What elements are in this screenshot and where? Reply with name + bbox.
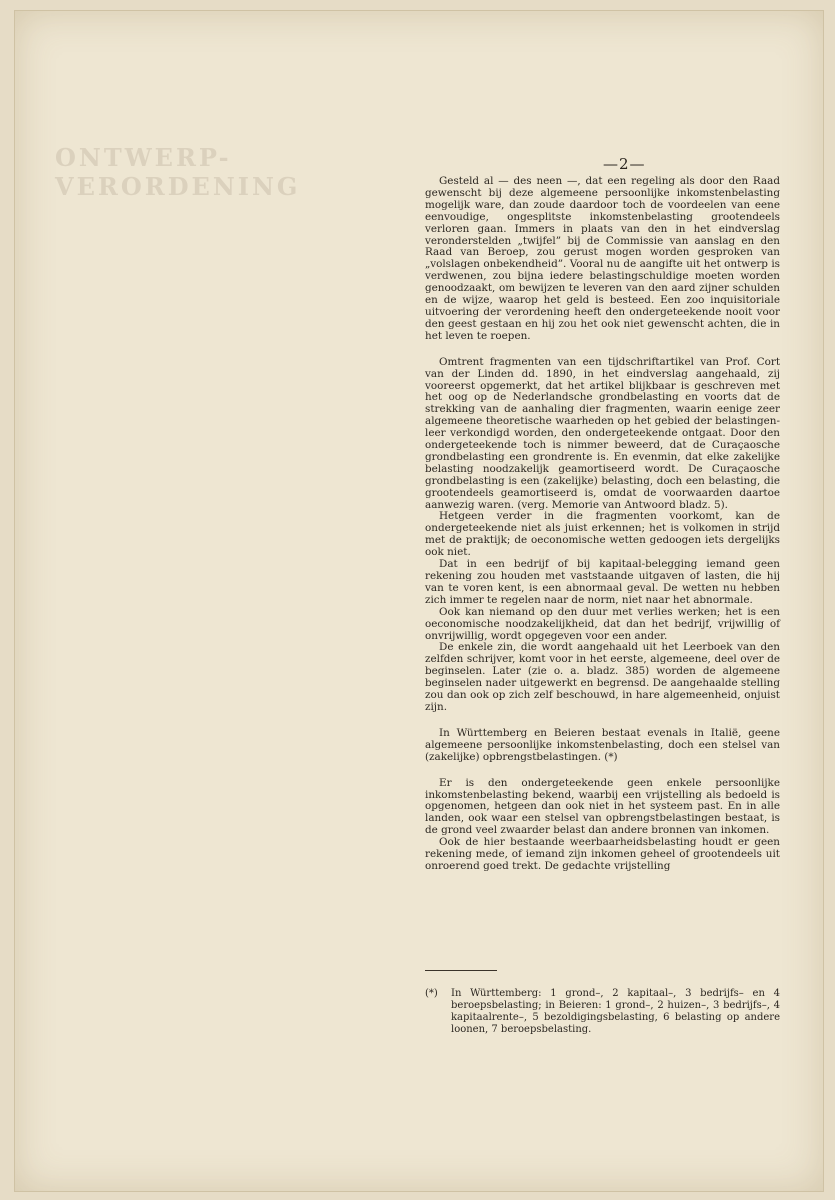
- paragraph: Ook de hier bestaande weerbaarheidsbelasting houdt er geen rekening mede, of iemand zijn inkomen geheel of grootendeels uit onroerend goed trekt. De gedachte vrijstelling: [425, 836, 780, 872]
- paragraph: Omtrent fragmenten van een tijdschriftartikel van Prof. Cort van der Linden dd. 1890, in het eindverslag aangehaald, zij vooreerst opgemerkt, dat het artikel blijkbaar is geschreven met het oog op de Nederlandsche grondbelasting en voorts dat de strekking van de aanhaling dier fragmenten, waarin eenige zeer algemeene theoretische waarheden op het gebied der belastingen-leer verkondigd worden, den ondergeteekende ontgaat. Door den ondergeteekende toch is nimmer beweerd, dat de Curaçaosche grondbelasting een grondrente is. En evenmin, dat elke zakelijke belasting noodzakelijk geamortiseerd wordt. De Curaçaosche grondbelasting is een (zakelijke) belasting, doch een belasting, die grootendeels geamortiseerd is, omdat de voorwaarden daartoe aanwezig waren. (verg. Memorie van Antwoord bladz. 5).: [425, 355, 780, 511]
- footnote-text: In Württemberg: 1 grond–, 2 kapitaal–, 3 bedrijfs– en 4 beroepsbelasting; in Beieren: 1 grond–, 2 huizen–, 3 bedrijfs–, 4 kapitaalrente–, 5 bezoldigingsbelasting, 6 belasting op andere loonen, 7 beroepsbelasting.: [451, 988, 780, 1035]
- footnote-mark: (*): [425, 988, 438, 999]
- footnote-divider: [425, 970, 497, 971]
- paragraph: Er is den ondergeteekende geen enkele persoonlijke inkomstenbelasting bekend, waarbij een vrijstelling als bedoeld is opgenomen, hetgeen dan ook niet in het systeem past. En in alle landen, ook waar een stelsel van opbrengstbelastingen bestaat, is de grond veel zwaarder belast dan andere bronnen van inkomen.: [425, 776, 780, 837]
- paragraph: Hetgeen verder in die fragmenten voorkomt, kan de ondergeteekende niet als juist erkennen; het is volkomen in strijd met de praktijk; de oeconomische wetten gedoogen iets dergelijks ook niet.: [425, 510, 780, 559]
- paragraph: De enkele zin, die wordt aangehaald uit het Leerboek van den zelfden schrijver, komt voor in het eerste, algemeene, deel over de beginselen. Later (zie o. a. bladz. 385) worden de algemeene beginselen nader uitgewerkt en begrensd. De aangehaalde stelling zou dan ook op zich zelf beschouwd, in hare algemeenheid, onjuist zijn.: [425, 641, 780, 713]
- paragraph: Ook kan niemand op den duur met verlies werken; het is een oeconomische noodzakelijkheid, dat dan het bedrijf, vrijwillig of onvrijwillig, wordt opgegeven voor een ander.: [425, 605, 780, 642]
- body-text-column: [425, 176, 780, 873]
- paragraph: Dat in een bedrijf of bij kapitaal-belegging iemand geen rekening zou houden met vaststaande uitgaven of lasten, die hij van te voren kent, is een abnormaal geval. De wetten nu hebben zich immer te regelen naar de norm, niet naar het abnormale.: [425, 558, 780, 606]
- page-number: —2—: [603, 155, 646, 173]
- paragraph: Gesteld al — des neen —, dat een regeling als door den Raad gewenscht bij deze algemeene persoonlijke inkomstenbelasting mogelijk ware, dan zoude daardoor toch de voordeelen van eene eenvoudige, ongesplitste inkomstenbelasting grootendeels verloren gaan. Immers in plaats van den in het eindverslag veronderstelden „twijfel” bij de Commissie van aanslag en den Raad van Beroep, zou gerust mogen worden gesproken van „volslagen onbekendheid”. Vooral nu de aangifte uit het ontwerp is verdwenen, zou bijna iedere belastingschuldige moeten worden genoodzaakt, om bewijzen te leveren van den aard zijner schulden en de wijze, waarop het geld is besteed. Een zoo inquisitoriale uitvoering der verordening heeft den ondergeteekende nooit voor den geest gestaan en hij zou het ook niet gewenscht achten, die in het leven te roepen.: [425, 175, 780, 342]
- footnote: [425, 988, 780, 1036]
- paragraph: In Württemberg en Beieren bestaat evenals in Italië, geene algemeene persoonlijke inkomstenbelasting, doch een stelsel van (zakelijke) opbrengstbelastingen. (*): [425, 726, 780, 763]
- bleed-through-heading: ONTWERP-VERORDENING: [55, 143, 301, 201]
